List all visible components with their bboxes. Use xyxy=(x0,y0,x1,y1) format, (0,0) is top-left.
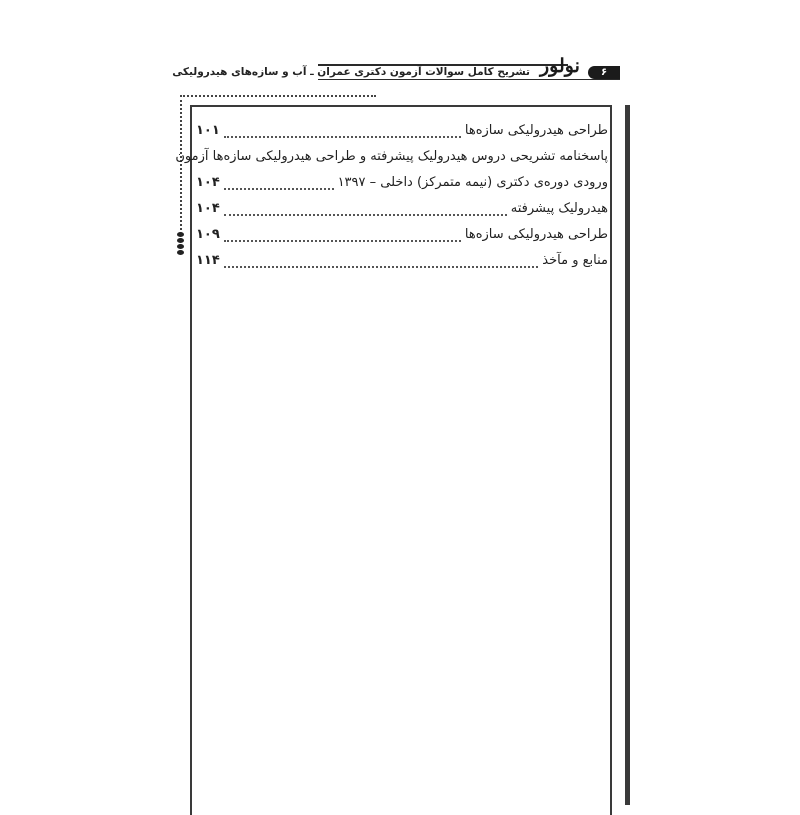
header-title: تشریح کامل سوالات آزمون دکتری عمران ـ آب و سازه‌های هیدرولیکی xyxy=(172,66,530,78)
toc-entry-label: ورودی دوره‌ی دکتری (نیمه متمرکز) داخلی – ۱۳۹۷ xyxy=(337,175,608,190)
toc-entry-label: طراحی هیدرولیکی سازه‌ها xyxy=(464,227,608,242)
toc-leader-dots xyxy=(224,135,461,138)
decorative-bead-chain-icon xyxy=(175,232,187,258)
toc-entry[interactable] xyxy=(196,118,608,144)
toc-entry-page: ۱۰۴ xyxy=(196,175,220,190)
page-number-tab xyxy=(588,66,620,79)
toc-entry[interactable] xyxy=(196,170,608,196)
publisher-logo xyxy=(534,48,584,80)
toc-entry-page: ۱۱۴ xyxy=(196,253,220,268)
table-of-contents xyxy=(175,118,608,274)
page-number: ۶ xyxy=(600,67,608,78)
toc-entry[interactable] xyxy=(196,222,608,248)
page-header xyxy=(172,44,620,84)
toc-leader-dots xyxy=(224,239,461,242)
toc-entry-page: ۱۰۴ xyxy=(196,201,220,216)
toc-entry[interactable] xyxy=(175,144,608,170)
logo-text: نولور xyxy=(540,55,580,77)
toc-entry-label: منابع و مآخذ xyxy=(542,253,608,268)
toc-leader-dots xyxy=(224,265,538,268)
toc-entry[interactable] xyxy=(196,196,608,222)
toc-leader-dots xyxy=(224,187,334,190)
toc-entry[interactable] xyxy=(196,248,608,274)
toc-entry-page: ۱۰۱ xyxy=(196,123,220,138)
header-rule-bottom xyxy=(318,79,620,80)
toc-entry-label: طراحی هیدرولیکی سازه‌ها xyxy=(464,123,608,138)
panel-shadow xyxy=(625,105,630,805)
toc-entry-label: هیدرولیک پیشرفته xyxy=(510,201,608,216)
toc-entry-label: پاسخنامه تشریحی دروس هیدرولیک پیشرفته و طراحی هیدرولیکی سازه‌ها آزمون xyxy=(175,149,608,164)
toc-leader-dots xyxy=(224,213,507,216)
toc-entry-page: ۱۰۹ xyxy=(196,227,220,242)
decorative-dotted-border-top xyxy=(180,95,376,97)
